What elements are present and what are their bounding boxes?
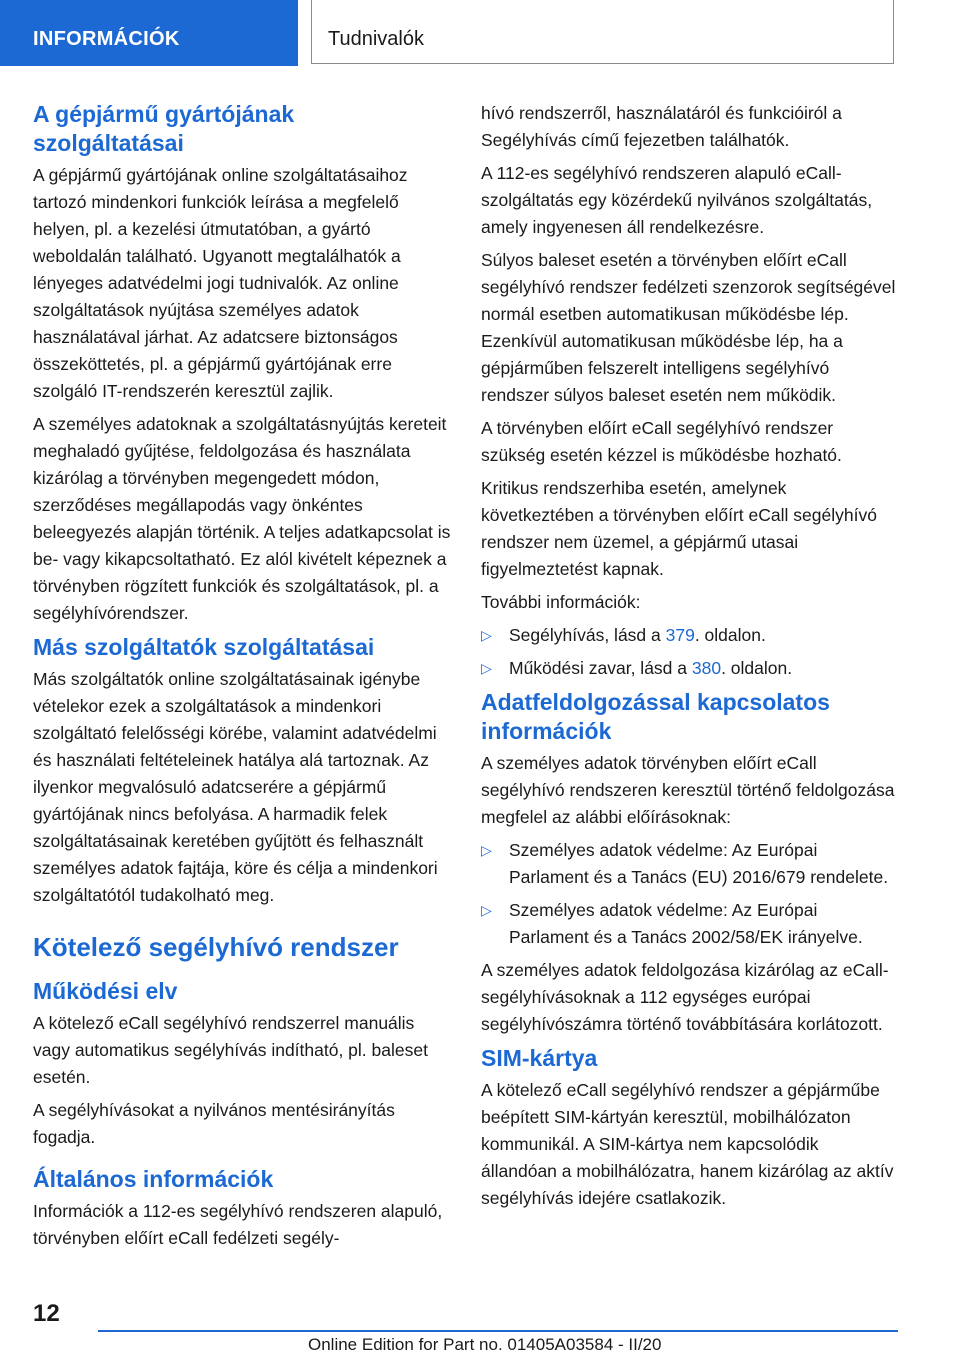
paragraph: Más szolgáltatók online szolgáltatásainak igénybe vételekor ezek a szolgáltatások a mindenkori szolgáltató felelősségi körébe, valamint adatvédelmi és használati feltételeinek hatálya alá tartoznak. Az ilyenkor megvalósuló adatcserére a gépjármű gyártójának nincs befolyása. A harmadik felek szolgáltatásainak keretében gyűjtött és felhasznált személyes adatok fajtája, köre és célja a mindenkori szolgáltatótól tudakolható meg. bbox=[33, 669, 438, 905]
paragraph: Kritikus rendszerhiba esetén, amelynek következtében a törvényben előírt eCall segélyhívó rendszer nem üzemel, a gépjármű utasai figyelmeztetést kapnak. bbox=[481, 478, 877, 579]
page-link-380[interactable]: 380 bbox=[691, 658, 722, 678]
triangle-bullet-icon: ▷ bbox=[481, 627, 492, 643]
subsection-tab[interactable]: Tudnivalók bbox=[311, 0, 894, 64]
heading-sim-card: SIM-kártya bbox=[481, 1045, 598, 1071]
list-item: ▷ Személyes adatok védelme: Az Európai Parlament és a Tanács 2002/58/EK irányelve. bbox=[481, 897, 899, 951]
paragraph: A segélyhívásokat a nyilvános mentésirányítás fogadja. bbox=[33, 1100, 395, 1147]
paragraph: A törvényben előírt eCall segélyhívó rendszer szükség esetén kézzel is működésbe hozható. bbox=[481, 418, 842, 465]
paragraph: A 112-es segélyhívó rendszeren alapuló eCall-szolgáltatás egy közérdekű nyilvános szolgáltatás, amely ingyenesen áll rendelkezésre. bbox=[481, 163, 873, 237]
page-link-379[interactable]: 379 bbox=[665, 625, 695, 645]
paragraph: A kötelező eCall segélyhívó rendszerrel manuális vagy automatikus segélyhívás indítható, pl. baleset esetén. bbox=[33, 1013, 428, 1087]
right-column bbox=[481, 100, 899, 1218]
heading-operating-principle: Működési elv bbox=[33, 978, 178, 1004]
list-item: ▷ Személyes adatok védelme: Az Európai Parlament és a Tanács (EU) 2016/679 rendelete. bbox=[481, 837, 899, 891]
list-item: ▷ Segélyhívás, lásd a 379. oldalon. bbox=[481, 622, 899, 649]
heading-general-info: Általános információk bbox=[33, 1166, 274, 1192]
heading-mandatory-ecall: Kötelező segélyhívó rendszer bbox=[33, 932, 399, 962]
footer-edition: Online Edition for Part no. 01405A03584 - II/20 bbox=[308, 1335, 662, 1354]
triangle-bullet-icon: ▷ bbox=[481, 660, 492, 676]
heading-data-processing: Adatfeldolgozással kapcsolatos információk bbox=[481, 689, 830, 744]
paragraph: A gépjármű gyártójának online szolgáltatásaihoz tartozó mindenkori funkciók leírása a megfelelő helyen, pl. a kezelési útmutatóban, a gyártó weboldalán található. Ugyanott megtalálhatók a lényeges adatvédelmi jogi tudnivalók. Az online szolgáltatások nyújtása személyes adatok használatával járhat. Az adatcsere biztonságos összeköttetés, pl. a gépjármű gyártójának erre szolgáló IT-rendszerén keresztül zajlik. bbox=[33, 165, 408, 401]
section-tab[interactable]: INFORMÁCIÓK bbox=[0, 0, 298, 66]
further-info-list bbox=[481, 622, 899, 682]
list-item: ▷ Működési zavar, lásd a 380. oldalon. bbox=[481, 655, 899, 682]
heading-manufacturer-services: A gépjármű gyártójának szolgáltatásai bbox=[33, 101, 295, 156]
paragraph: A kötelező eCall segélyhívó rendszer a gépjárműbe beépített SIM-kártyán keresztül, mobilhálózaton kommunikál. A SIM-kártya nem kapcsolódik állandóan a mobilhálózatra, hanem kizárólag az aktív segélyhívás idejére csatlakozik. bbox=[481, 1080, 894, 1208]
page-header bbox=[0, 0, 960, 66]
left-column bbox=[33, 100, 451, 1258]
paragraph: Súlyos baleset esetén a törvényben előírt eCall segélyhívó rendszer fedélzeti szenzorok segítségével normál esetben automatikusan működésbe lép. Ezenkívül automatikusan működésbe lép, ha a gépjárműben felszerelt intelligens segélyhívó rendszer súlyos baleset esetén nem működik. bbox=[481, 250, 896, 405]
paragraph: A személyes adatok feldolgozása kizárólag az eCall-segélyhívásoknak a 112 egységes európai segélyhívószámra történő továbbítására korlátozott. bbox=[481, 960, 889, 1034]
heading-other-providers: Más szolgáltatók szolgáltatásai bbox=[33, 634, 375, 660]
triangle-bullet-icon: ▷ bbox=[481, 842, 492, 858]
paragraph: A személyes adatoknak a szolgáltatásnyújtás kereteit meghaladó gyűjtése, feldolgozása és használata kizárólag a törvényben megengedett módon, szerződéses megállapodás vagy önkéntes beleegyezés alapján történik. A teljes adatkapcsolat is be- vagy kikapcsoltatható. Ez alól kivételt képeznek a törvényben rögzített funkciók és szolgáltatások, pl. a segélyhívórendszer. bbox=[33, 414, 451, 623]
regulation-list bbox=[481, 837, 899, 951]
footer-divider bbox=[98, 1330, 898, 1332]
paragraph: További információk: bbox=[481, 592, 641, 612]
page-number: 12 bbox=[33, 1300, 60, 1327]
paragraph: hívó rendszerről, használatáról és funkcióiról a Segélyhívás című fejezetben találhatók. bbox=[481, 103, 842, 150]
triangle-bullet-icon: ▷ bbox=[481, 902, 492, 918]
paragraph: Információk a 112-es segélyhívó rendszeren alapuló, törvényben előírt eCall fedélzeti segély- bbox=[33, 1201, 443, 1248]
paragraph: A személyes adatok törvényben előírt eCall segélyhívó rendszeren keresztül történő feldolgozása megfelel az alábbi előírásoknak: bbox=[481, 753, 895, 827]
